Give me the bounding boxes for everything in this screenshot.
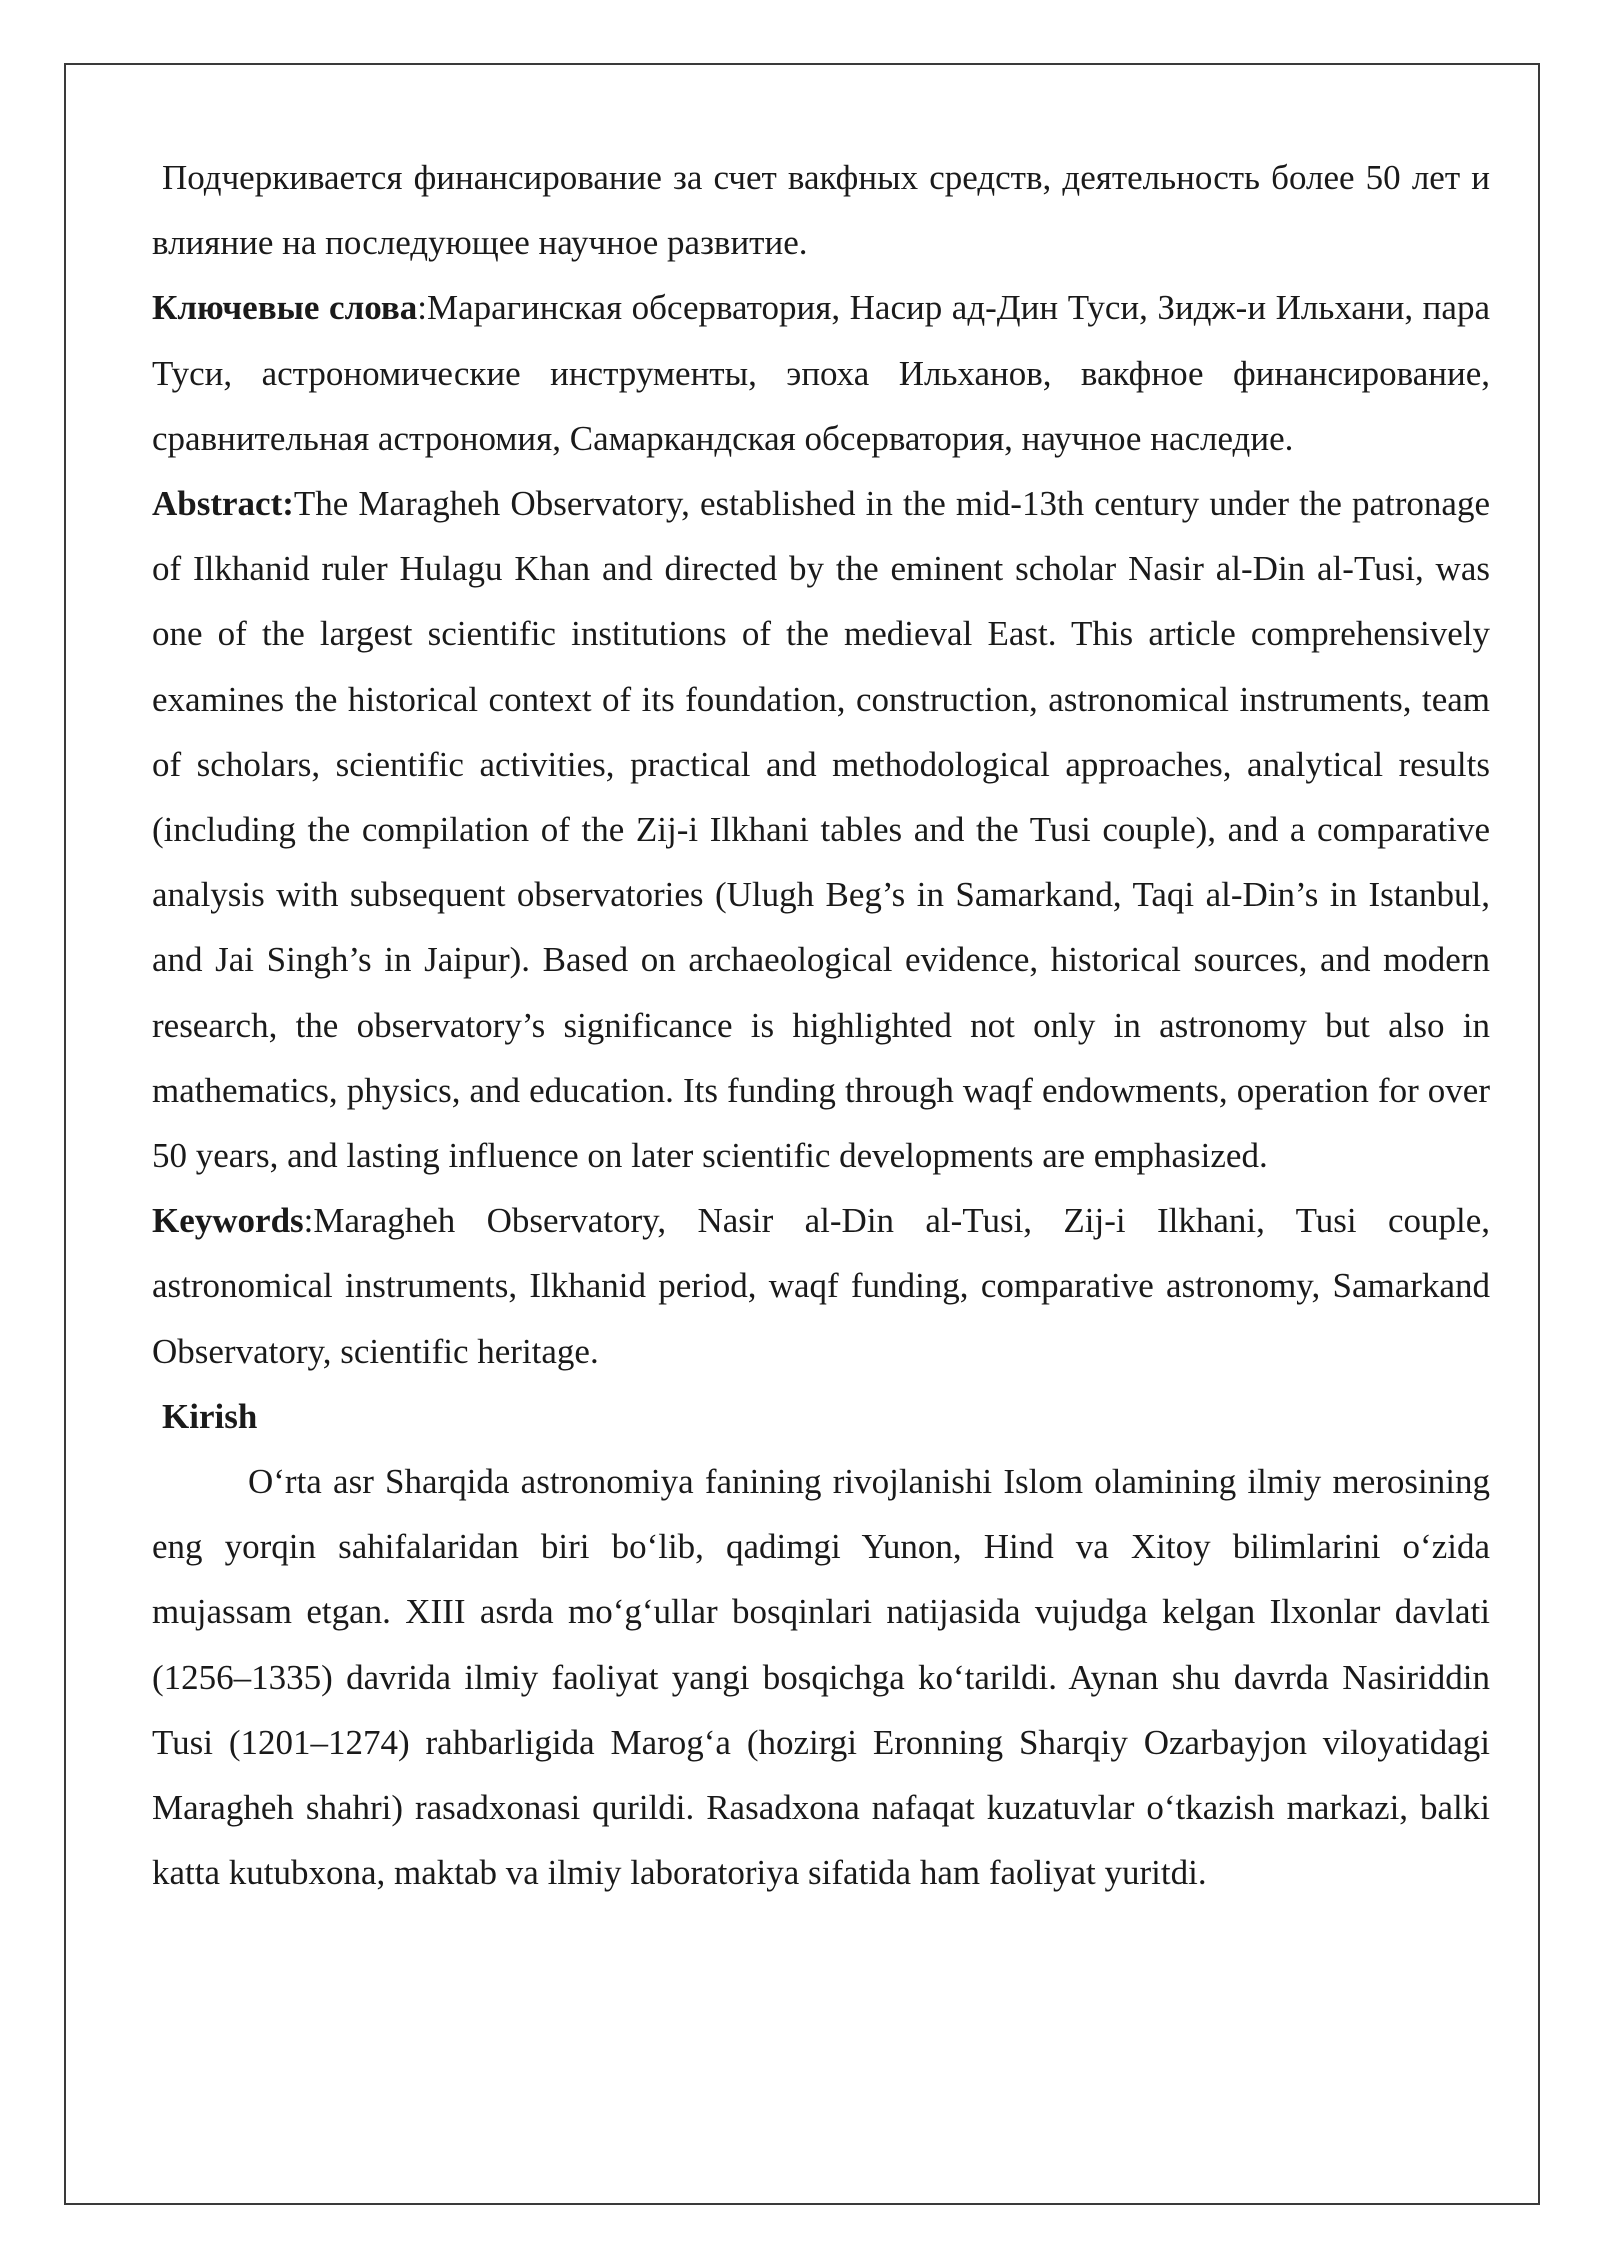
russian-keywords-paragraph — [152, 275, 1490, 471]
russian-keywords-separator: : — [417, 288, 427, 328]
keywords-text: Maragheh Observatory, Nasir al-Din al-Tusi, Zij-i Ilkhani, Tusi couple, astronomical instruments, Ilkhanid period, waqf funding, comparative astronomy, Samarkand Observatory, scientific heritage. — [152, 1201, 1490, 1371]
keywords-separator: : — [303, 1201, 314, 1241]
english-keywords-paragraph — [152, 1188, 1490, 1384]
english-abstract-paragraph — [152, 471, 1490, 1188]
russian-keywords-label: Ключевые слова — [152, 288, 418, 328]
russian-abstract-ending: Подчеркивается финансирование за счет вакфных средств, деятельность более 50 лет и влияние на последующее научное развитие. — [152, 158, 1490, 263]
section-heading: Kirish — [162, 1396, 258, 1436]
abstract-text: The Maragheh Observatory, established in the mid-13th century under the patronage of Ilkhanid ruler Hulagu Khan and directed by the eminent scholar Nasir al-Din al-Tusi, was one of the largest scientific institutions of the medieval East. This article comprehensively examines the historical context of its foundation, construction, astronomical instruments, team of scholars, scientific activities, practical and methodological approaches, analytical results (including the compilation of the Zij-i Ilkhani tables and the Tusi couple), and a comparative analysis with subsequent observatories (Ulugh Beg’s in Samarkand, Taqi al-Din’s in Istanbul, and Jai Singh’s in Jaipur). Based on archaeological evidence, historical sources, and modern research, the observatory’s significance is highlighted not only in astronomy but also in mathematics, physics, and education. Its funding through waqf endowments, operation for over 50 years, and lasting influence on later scientific developments are emphasized. — [152, 484, 1490, 1176]
keywords-label: Keywords — [152, 1201, 304, 1241]
russian-keywords-text: Марагинская обсерватория, Насир ад-Дин Туси, Зидж-и Ильхани, пара Туси, астрономические инструменты, эпоха Ильханов, вакфное финансирование, сравнительная астрономия, Самаркандская обсерватория, научное наследие. — [152, 288, 1490, 458]
abstract-label: Abstract: — [152, 484, 294, 524]
document-body — [152, 145, 1490, 1905]
introduction-paragraph: O‘rta asr Sharqida astronomiya fanining rivojlanishi Islom olamining ilmiy merosining eng yorqin sahifalaridan biri bo‘lib, qadimgi Yunon, Hind va Xitoy bilimlarini o‘zida mujassam etgan. XIII asrda mo‘g‘ullar bosqinlari natijasida vujudga kelgan Ilxonlar davlati (1256–1335) davrida ilmiy faoliyat yangi bosqichga ko‘tarildi. Aynan shu davrda Nasiriddin Tusi (1201–1274) rahbarligida Marog‘a (hozirgi Eronning Sharqiy Ozarbayjon viloyatidagi Maragheh shahri) rasadxonasi qurildi. Rasadxona nafaqat kuzatuvlar o‘tkazish markazi, balki katta kutubxona, maktab va ilmiy laboratoriya sifatida ham faoliyat yuritdi. — [152, 1462, 1490, 1893]
